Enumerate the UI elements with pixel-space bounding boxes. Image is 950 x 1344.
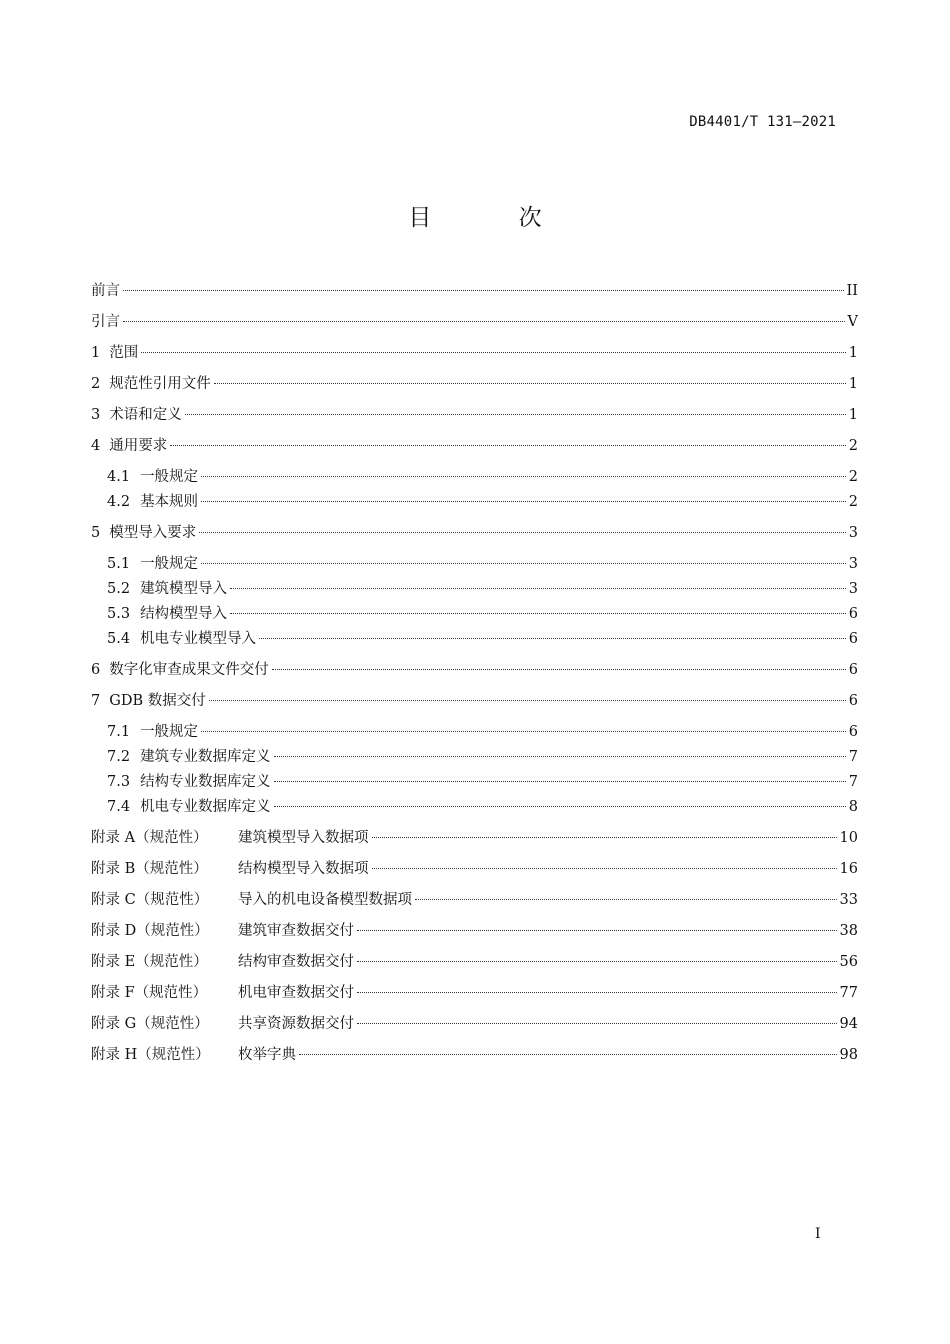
- toc-entry-number: 7: [91, 693, 101, 709]
- dot-leader: [123, 290, 844, 291]
- dot-leader: [415, 899, 837, 900]
- dot-leader: [201, 563, 846, 564]
- toc-entry-label: 结构专业数据库定义: [140, 774, 271, 790]
- toc-entry-label: 前言: [91, 283, 120, 299]
- toc-entry-label: 结构模型导入数据项: [238, 861, 369, 877]
- dot-leader: [357, 992, 837, 993]
- toc-entry[interactable]: [107, 746, 858, 768]
- toc-entry-page: 33: [839, 892, 858, 908]
- toc-entry-page: 2: [848, 469, 858, 485]
- toc-entry[interactable]: [91, 858, 858, 880]
- toc-entry-appendix: 附录 G（规范性）: [91, 1016, 209, 1032]
- dot-leader: [357, 961, 837, 962]
- toc-entry-appendix: 附录 B（规范性）: [91, 861, 208, 877]
- dot-leader: [185, 414, 846, 415]
- toc-entry[interactable]: [107, 578, 858, 600]
- toc-entry[interactable]: [91, 311, 858, 333]
- toc-entry[interactable]: [91, 373, 858, 395]
- toc-entry-label: 通用要求: [109, 438, 168, 454]
- toc-entry-number: 5.3: [107, 606, 131, 622]
- toc-entry-label: 基本规则: [140, 494, 199, 510]
- toc-entry-page: 56: [839, 954, 858, 970]
- toc-entry-label: 机电专业数据库定义: [140, 799, 271, 815]
- toc-entry-page: 3: [848, 556, 858, 572]
- toc-entry-label: 导入的机电设备模型数据项: [238, 892, 412, 908]
- toc-entry[interactable]: [107, 721, 858, 743]
- toc-entry-page: 7: [848, 774, 858, 790]
- toc-entry-number: 7.3: [107, 774, 131, 790]
- toc-entry-page: 98: [839, 1047, 858, 1063]
- dot-leader: [372, 868, 837, 869]
- toc-entry-label: 数字化审查成果文件交付: [109, 662, 269, 678]
- toc-entry[interactable]: [91, 1013, 858, 1035]
- toc-entry-page: 3: [848, 525, 858, 541]
- dot-leader: [214, 383, 846, 384]
- toc-entry-label: 范围: [109, 345, 139, 361]
- toc-entry-page: 2: [848, 438, 858, 454]
- toc-entry[interactable]: [91, 280, 858, 302]
- toc-entry-page: 3: [848, 581, 858, 597]
- toc-entry[interactable]: [91, 404, 858, 426]
- toc-entry-label: 术语和定义: [109, 407, 182, 423]
- dot-leader: [230, 613, 846, 614]
- dot-leader: [274, 806, 846, 807]
- dot-leader: [123, 321, 845, 322]
- toc-entry[interactable]: [91, 690, 858, 712]
- page-title: 目 次: [408, 205, 582, 231]
- toc-entry-appendix: 附录 F（规范性）: [91, 985, 208, 1001]
- toc-entry-number: 1: [91, 345, 101, 361]
- toc-entry-number: 5.2: [107, 581, 131, 597]
- toc-entry-number: 4: [91, 438, 101, 454]
- toc-entry-page: 1: [848, 376, 858, 392]
- toc-entry-appendix: 附录 H（规范性）: [91, 1047, 210, 1063]
- toc-entry-number: 5.4: [107, 631, 131, 647]
- toc-entry-number: 7.1: [107, 724, 131, 740]
- dot-leader: [201, 501, 846, 502]
- toc-entry[interactable]: [107, 466, 858, 488]
- toc-entry-label: GDB 数据交付: [109, 693, 206, 709]
- dot-leader: [170, 445, 846, 446]
- toc-entry[interactable]: [107, 603, 858, 625]
- dot-leader: [274, 756, 846, 757]
- dot-leader: [372, 837, 837, 838]
- dot-leader: [141, 352, 846, 353]
- toc-entry-number: 7.4: [107, 799, 131, 815]
- dot-leader: [299, 1054, 837, 1055]
- dot-leader: [357, 1023, 837, 1024]
- toc-entry-number: 5: [91, 525, 101, 541]
- toc-entry-page: 7: [848, 749, 858, 765]
- toc-entry[interactable]: [91, 982, 858, 1004]
- toc-entry-label: 建筑模型导入: [140, 581, 228, 597]
- toc-entry-page: 8: [848, 799, 858, 815]
- toc-entry-number: 7.2: [107, 749, 131, 765]
- toc-entry-page: II: [846, 283, 858, 299]
- toc-entry-label: 结构模型导入: [140, 606, 228, 622]
- toc-entry-appendix: 附录 D（规范性）: [91, 923, 209, 939]
- document-code: DB4401/T 131—2021: [689, 114, 836, 130]
- toc-entry-number: 5.1: [107, 556, 131, 572]
- toc-entry-page: 77: [839, 985, 858, 1001]
- dot-leader: [201, 731, 846, 732]
- toc-entry[interactable]: [91, 951, 858, 973]
- toc-entry-page: 10: [839, 830, 858, 846]
- toc-entry-label: 模型导入要求: [109, 525, 197, 541]
- toc-entry-label: 一般规定: [140, 469, 199, 485]
- toc-entry-label: 共享资源数据交付: [238, 1016, 354, 1032]
- toc-entry-label: 引言: [91, 314, 120, 330]
- dot-leader: [272, 669, 846, 670]
- toc-entry[interactable]: [107, 553, 858, 575]
- toc-entry-appendix: 附录 A（规范性）: [91, 830, 208, 846]
- dot-leader: [357, 930, 837, 931]
- toc-entry-page: 6: [848, 631, 858, 647]
- toc-entry-page: 1: [848, 345, 858, 361]
- toc-entry-appendix: 附录 C（规范性）: [91, 892, 209, 908]
- dot-leader: [199, 532, 846, 533]
- toc-entry-page: 6: [848, 606, 858, 622]
- toc-entry[interactable]: [107, 771, 858, 793]
- page-number: I: [815, 1226, 821, 1242]
- toc-entry-label: 建筑专业数据库定义: [140, 749, 271, 765]
- toc-entry-label: 枚举字典: [238, 1047, 296, 1063]
- toc-entry[interactable]: [91, 522, 858, 544]
- toc-entry-page: 94: [839, 1016, 858, 1032]
- dot-leader: [209, 700, 846, 701]
- toc-entry[interactable]: [107, 628, 858, 650]
- toc-entry-page: 6: [848, 693, 858, 709]
- dot-leader: [201, 476, 846, 477]
- toc-entry-label: 机电专业模型导入: [140, 631, 257, 647]
- toc-entry-page: 38: [839, 923, 858, 939]
- toc-entry-label: 结构审查数据交付: [238, 954, 354, 970]
- toc-entry[interactable]: [91, 920, 858, 942]
- toc-entry-label: 一般规定: [140, 724, 199, 740]
- toc-entry-page: 6: [848, 662, 858, 678]
- toc-entry[interactable]: [91, 827, 858, 849]
- toc-entry-label: 规范性引用文件: [109, 376, 211, 392]
- dot-leader: [230, 588, 846, 589]
- toc-entry-number: 6: [91, 662, 101, 678]
- dot-leader: [259, 638, 846, 639]
- toc-entry-appendix: 附录 E（规范性）: [91, 954, 208, 970]
- toc-entry-number: 4.2: [107, 494, 131, 510]
- dot-leader: [274, 781, 846, 782]
- toc-entry-page: 16: [839, 861, 858, 877]
- toc-entry[interactable]: [107, 796, 858, 818]
- toc-entry-page: 1: [848, 407, 858, 423]
- toc-entry-number: 4.1: [107, 469, 131, 485]
- toc-entry-page: V: [847, 314, 858, 330]
- toc-entry-page: 2: [848, 494, 858, 510]
- toc-entry-number: 3: [91, 407, 101, 423]
- toc-entry[interactable]: [107, 491, 858, 513]
- toc-entry-page: 6: [848, 724, 858, 740]
- toc-entry[interactable]: [91, 342, 858, 364]
- toc-entry[interactable]: [91, 889, 858, 911]
- toc-entry-label: 一般规定: [140, 556, 199, 572]
- toc-entry[interactable]: [91, 1044, 858, 1066]
- toc-entry-label: 建筑审查数据交付: [238, 923, 354, 939]
- toc-entry[interactable]: [91, 435, 858, 457]
- toc-entry[interactable]: [91, 659, 858, 681]
- toc-entry-label: 机电审查数据交付: [238, 985, 354, 1001]
- toc-entry-number: 2: [91, 376, 101, 392]
- toc-entry-label: 建筑模型导入数据项: [238, 830, 369, 846]
